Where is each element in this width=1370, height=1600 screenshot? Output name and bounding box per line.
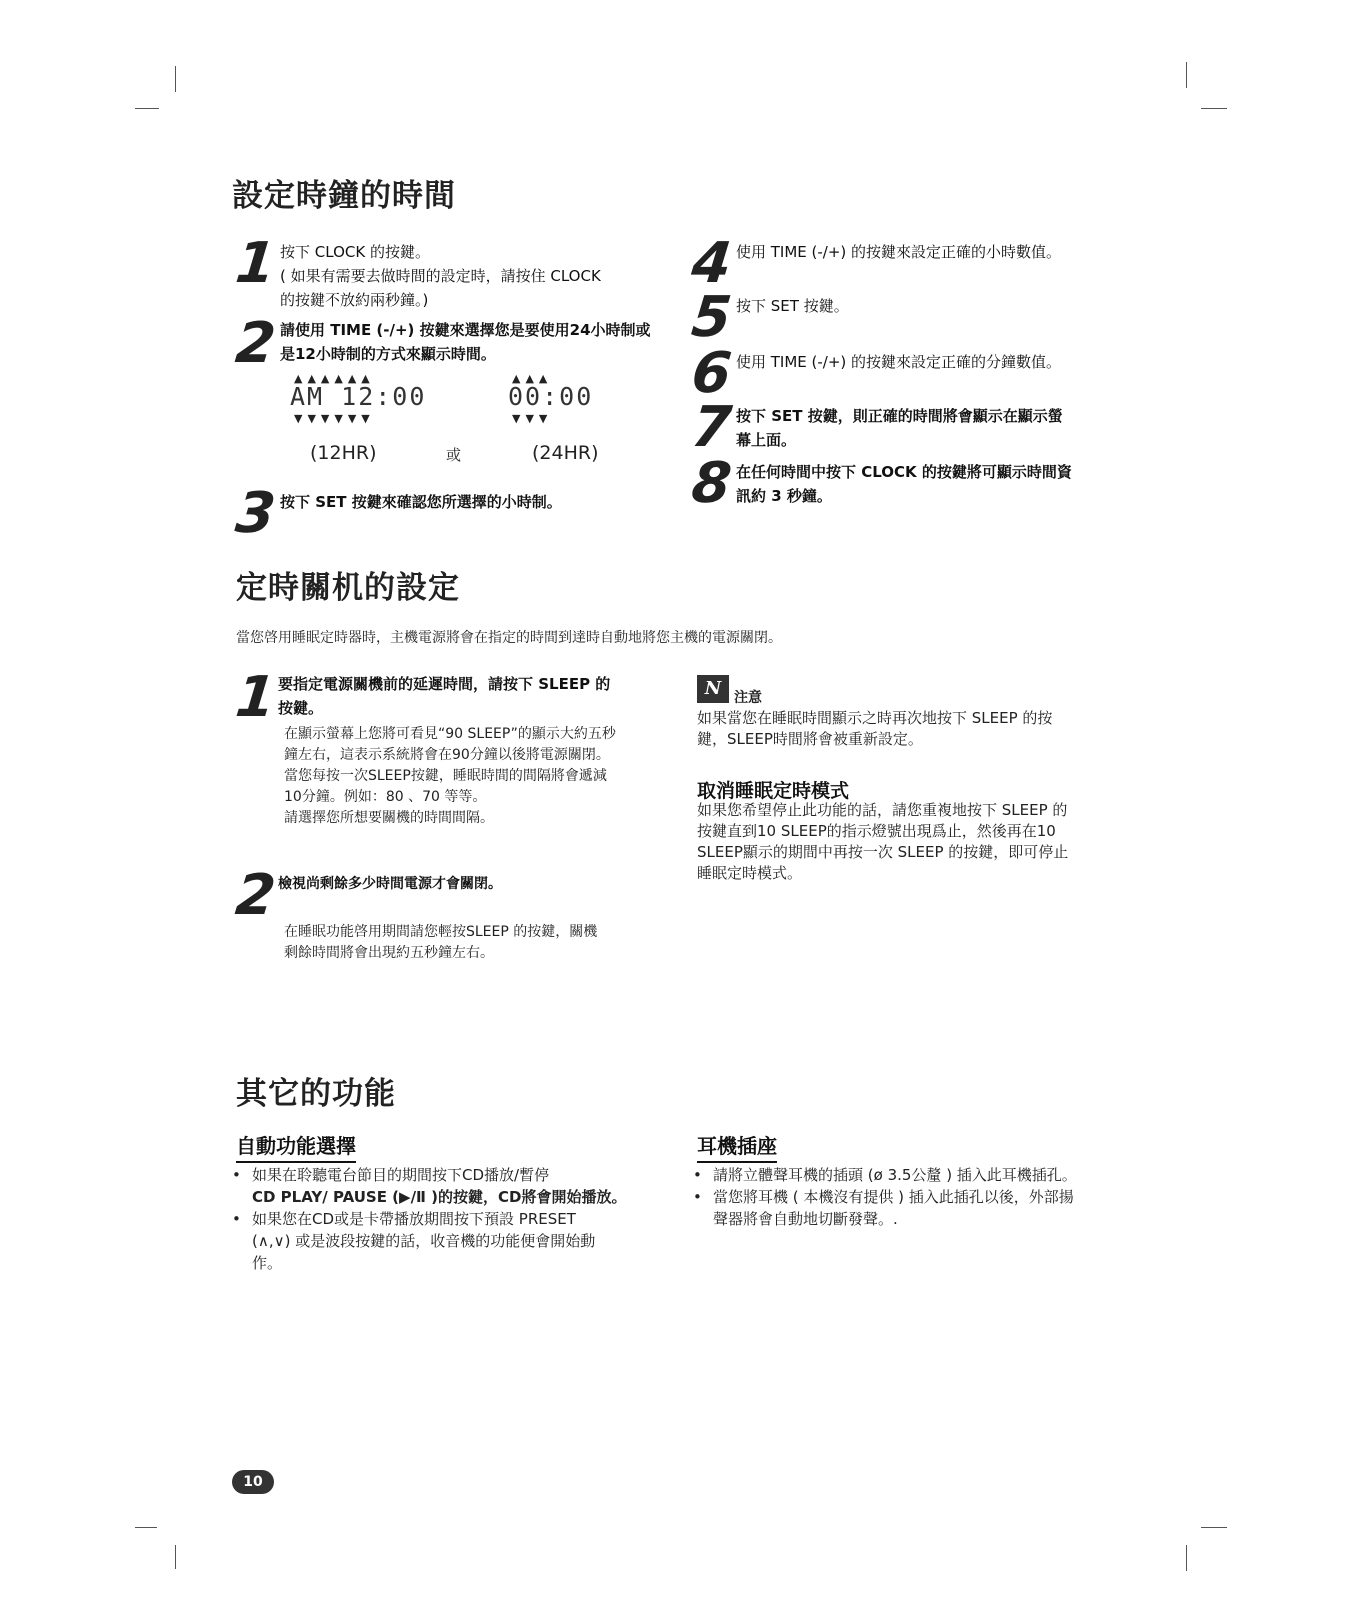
step-number: 6 [688,341,735,406]
step-number: 3 [232,481,279,546]
step-number: 8 [688,451,735,516]
step-line: 按下 SET 按鍵。 [736,297,849,315]
step-number: 7 [688,395,735,460]
label-24hr: (24HR) [532,442,599,464]
lcd-display-24hr: 00:00 [508,382,594,411]
step-number: 2 [232,863,279,928]
page-number-badge: 10 [232,1470,274,1494]
clock-step-1 [280,240,680,312]
headphone-jack-list [693,1164,1143,1230]
step-line: 的按鍵不放約兩秒鐘。) [280,291,429,309]
headphone-jack-title: 耳機插座 [697,1130,777,1163]
clock-step-4 [736,240,1136,264]
detail-line: 請選擇您所想要關機的時間間隔。 [284,810,494,826]
crop-mark [1201,1527,1227,1528]
crop-mark [175,66,176,92]
step-line: 檢視尚剩餘多少時間電源才會關閉。 [278,876,502,892]
sleep-step-1-detail [284,724,684,829]
crop-mark [175,1545,176,1569]
auto-function-list [232,1164,662,1274]
sleep-step-1 [278,672,678,720]
list-line: (∧,∨) 或是波段按鍵的話，收音機的功能便會開始動 [252,1232,596,1250]
detail-line: 在顯示螢幕上您將可看見“90 SLEEP”的顯示大約五秒 [284,726,616,742]
crop-mark [135,1527,157,1528]
sleep-intro: 當您啓用睡眠定時器時，主機電源將會在指定的時間到達時自動地將您主機的電源關閉。 [236,630,782,646]
sleep-section-title: 定時關机的設定 [236,570,460,606]
crop-mark [135,108,159,109]
sleep-step-2 [278,872,678,896]
step-line: 請使用 TIME (-/+) 按鍵來選擇您是要使用24小時制或 [280,321,651,339]
crop-mark [1186,62,1187,88]
list-line: 作。 [252,1254,283,1272]
detail-line: 剩餘時間將會出現約五秒鐘左右。 [284,945,494,961]
sleep-step-2-detail [284,922,684,964]
list-line: 聲器將會自動地切斷發聲。. [713,1210,898,1228]
detail-line: 當您每按一次SLEEP按鍵，睡眠時間的間隔將會遞減 [284,768,607,784]
clock-step-3 [280,490,680,514]
step-number: 1 [232,231,279,296]
step-number: 4 [688,231,735,296]
step-line: 使用 TIME (-/+) 的按鍵來設定正確的小時數值。 [736,243,1062,261]
list-item [693,1164,1143,1186]
lcd-display-12hr: AM 12:00 [290,382,427,411]
clock-step-8 [736,460,1136,508]
step-line: ( 如果有需要去做時間的設定時，請按住 CLOCK [280,267,601,285]
list-item [232,1164,662,1208]
blink-indicator-icon: ▲▲▲ [512,372,553,385]
list-line: • 請將立體聲耳機的插頭 (ø 3.5公釐 ) 插入此耳機插孔。 [713,1166,1077,1184]
clock-step-2 [280,318,690,366]
step-line: 要指定電源關機前的延遲時間，請按下 SLEEP 的 [278,675,611,693]
clock-step-6 [736,350,1136,374]
detail-line: 10分鐘。例如：80 、70 等等。 [284,789,487,805]
note-line: 鍵，SLEEP時間將會被重新設定。 [697,730,923,748]
step-line: 幕上面。 [736,431,797,449]
label-or: 或 [446,446,462,464]
crop-mark [1201,108,1227,109]
blink-indicator-icon: ▼▼▼▼▼▼ [294,412,375,425]
clock-step-5 [736,294,1136,318]
note-title: 注意 [734,690,762,706]
cancel-line: 睡眠定時模式。 [697,864,803,882]
list-line: • 如果您在CD或是卡帶播放期間按下預設 PRESET [252,1210,576,1228]
list-line: • 如果在聆聽電台節目的期間按下CD播放/暫停 [252,1166,550,1184]
clock-section-title: 設定時鐘的時間 [232,178,456,214]
step-line: 按下 SET 按鍵，則正確的時間將會顯示在顯示螢 [736,407,1063,425]
step-line: 在任何時間中按下 CLOCK 的按鍵將可顯示時間資 [736,463,1072,481]
note-text [697,708,1137,750]
clock-step-7 [736,404,1136,452]
list-line: CD PLAY/ PAUSE (▶/Ⅱ )的按鍵，CD將會開始播放。 [252,1188,627,1206]
step-number: 5 [688,285,735,350]
blink-indicator-icon: ▲▲▲▲▲▲ [294,372,375,385]
cancel-line: SLEEP顯示的期間中再按一次 SLEEP 的按鍵，即可停止 [697,843,1069,861]
step-line: 是12小時制的方式來顯示時間。 [280,345,496,363]
label-12hr: (12HR) [310,442,377,464]
detail-line: 鐘左右，這表示系統將會在90分鐘以後將電源關閉。 [284,747,610,763]
step-line: 按下 SET 按鍵來確認您所選擇的小時制。 [280,493,562,511]
cancel-line: 如果您希望停止此功能的話，請您重複地按下 SLEEP 的 [697,801,1068,819]
note-icon: N [697,675,729,703]
detail-line: 在睡眠功能啓用期間請您輕按SLEEP 的按鍵，關機 [284,924,598,940]
list-line: • 當您將耳機 ( 本機沒有提供 ) 插入此插孔以後，外部揚 [713,1188,1074,1206]
step-line: 按鍵。 [278,699,324,717]
step-number: 1 [232,665,279,730]
note-line: 如果當您在睡眠時間顯示之時再次地按下 SLEEP 的按 [697,709,1053,727]
blink-indicator-icon: ▼▼▼ [512,412,553,425]
crop-mark [1186,1545,1187,1571]
cancel-line: 按鍵直到10 SLEEP的指示燈號出現爲止，然後再在10 [697,822,1056,840]
list-item [232,1208,662,1274]
list-item [693,1186,1143,1230]
step-line: 使用 TIME (-/+) 的按鍵來設定正確的分鐘數值。 [736,353,1062,371]
auto-function-title: 自動功能選擇 [236,1130,356,1163]
step-line: 按下 CLOCK 的按鍵。 [280,243,430,261]
step-number: 2 [232,311,279,376]
cancel-sleep-title: 取消睡眠定時模式 [697,780,850,802]
other-section-title: 其它的功能 [236,1076,396,1112]
step-line: 訊約 3 秒鐘。 [736,487,832,505]
cancel-sleep-text [697,800,1137,884]
